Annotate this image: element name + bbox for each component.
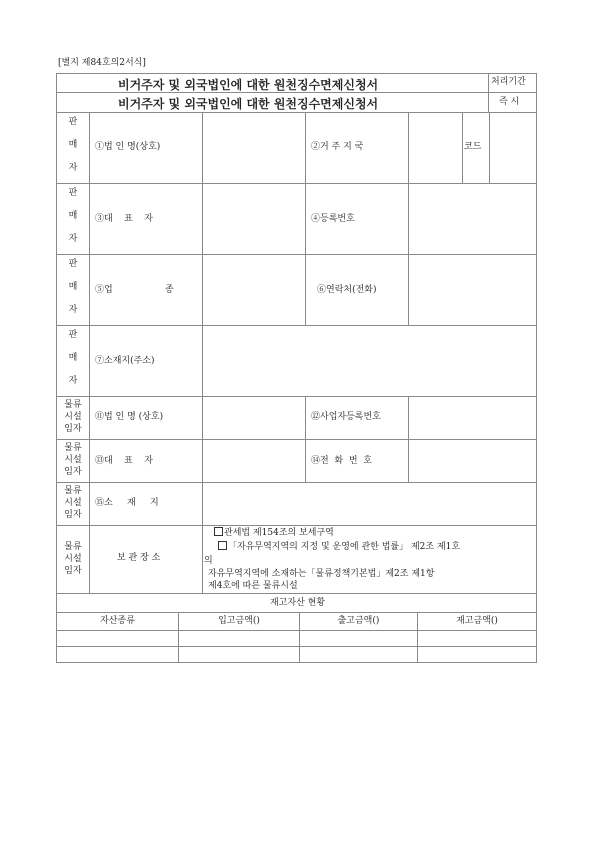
- warehouse-label-line: 물류: [64, 486, 82, 496]
- warehouse-label-4: [58, 541, 88, 577]
- field-label-phone-number: ⑭전 화 번 호: [311, 456, 372, 466]
- processing-period-label: 처리기간: [491, 77, 526, 87]
- table-row[interactable]: [57, 647, 536, 662]
- warehouse-label-line: 시설: [64, 498, 82, 508]
- seller-label-2: [58, 185, 88, 244]
- seller-label-1: [58, 114, 88, 173]
- inventory-header-asset-type: 자산종류: [100, 616, 135, 626]
- warehouse-label-line: 시설: [64, 554, 82, 564]
- warehouse-label-line: 물류: [64, 400, 82, 410]
- warehouse-label-line: 임자: [64, 510, 82, 520]
- form-title-line2: 비거주자 및 외국법인에 대한 원천징수면제신청서: [118, 97, 379, 111]
- field-input-residence-country[interactable]: [409, 113, 461, 182]
- checkbox[interactable]: [214, 527, 223, 536]
- seller-label-char: 매: [68, 140, 78, 150]
- field-input-company-name[interactable]: [203, 113, 304, 182]
- field-input-business-registration-number[interactable]: [409, 397, 535, 438]
- storage-option-text: 제4호에 따른 물류시설: [208, 581, 298, 591]
- field-label-operator-company-name: ⑪법 인 명 (상호): [95, 412, 164, 422]
- field-label-business-registration-number: ⑫사업자등록번호: [311, 412, 381, 422]
- form-ref: [별지 제84호의2서식]: [58, 58, 146, 68]
- seller-label-char: 자: [68, 376, 78, 386]
- seller-label-char: 판: [68, 188, 78, 198]
- form-title-line1: 비거주자 및 외국법인에 대한 원천징수면제신청서: [118, 78, 379, 92]
- warehouse-label-line: 임자: [64, 467, 82, 477]
- field-label-contact: ⑥연락처(전화): [317, 285, 377, 295]
- seller-label-char: 매: [68, 282, 78, 292]
- storage-option-free-trade-zone[interactable]: [218, 541, 460, 553]
- table-row[interactable]: [57, 631, 536, 646]
- field-label-residence-country: ②거 주 지 국: [311, 142, 364, 152]
- field-input-code[interactable]: [490, 113, 535, 182]
- processing-period-value: 즉 시: [499, 97, 520, 107]
- seller-label-char: 판: [68, 259, 78, 269]
- storage-option-label: 「자유무역지역의 지정 및 운영에 관한 법률」 제2조 제1호: [228, 542, 461, 552]
- field-input-operator-company-name[interactable]: [203, 397, 304, 438]
- field-label-registration-number: ④등록번호: [311, 214, 355, 224]
- field-input-representative[interactable]: [203, 184, 304, 253]
- seller-label-3: [58, 256, 88, 315]
- seller-label-char: 자: [68, 163, 78, 173]
- warehouse-label-line: 임자: [64, 566, 82, 576]
- storage-option-text: 의: [204, 556, 213, 566]
- seller-label-char: 판: [68, 117, 78, 127]
- field-input-address[interactable]: [203, 326, 535, 395]
- field-input-location[interactable]: [203, 483, 535, 524]
- seller-label-char: 자: [68, 305, 78, 315]
- warehouse-label-1: [58, 399, 88, 435]
- field-label-storage-location: 보 관 장 소: [117, 553, 161, 563]
- field-label-code: 코드: [464, 142, 482, 152]
- field-label-company-name: ①법 인 명(상호): [95, 142, 161, 152]
- warehouse-label-2: [58, 442, 88, 478]
- field-input-phone-number[interactable]: [409, 440, 535, 481]
- field-label-business-type-suffix: 종: [165, 285, 174, 295]
- seller-label-4: [58, 327, 88, 386]
- warehouse-label-line: 물류: [64, 542, 82, 552]
- inventory-title: 재고자산 현황: [269, 598, 326, 608]
- warehouse-label-line: 물류: [64, 443, 82, 453]
- field-input-business-type[interactable]: [203, 255, 304, 324]
- inventory-header-inbound-amount: 입고금액(): [218, 616, 260, 626]
- warehouse-label-line: 시설: [64, 412, 82, 422]
- seller-label-char: 판: [68, 330, 78, 340]
- seller-label-char: 자: [68, 234, 78, 244]
- seller-label-char: 매: [68, 211, 78, 221]
- warehouse-label-line: 임자: [64, 424, 82, 434]
- storage-option-bonded-area[interactable]: [214, 527, 334, 539]
- field-input-operator-representative[interactable]: [203, 440, 304, 481]
- field-label-address: ⑦소재지(주소): [95, 356, 155, 366]
- storage-option-label: 관세법 제154조의 보세구역: [224, 528, 334, 538]
- seller-label-char: 매: [68, 353, 78, 363]
- field-label-business-type: ⑤업: [95, 285, 113, 295]
- warehouse-label-line: 시설: [64, 455, 82, 465]
- field-input-registration-number[interactable]: [409, 184, 535, 253]
- storage-option-text: 자유무역지역에 소재하는「물류정책기본법」제2조 제1항: [208, 569, 435, 579]
- field-label-representative: ③대 표 자: [95, 214, 153, 224]
- field-label-location: ⑮소 재 지: [95, 498, 159, 508]
- warehouse-label-3: [58, 485, 88, 521]
- field-input-contact[interactable]: [409, 255, 535, 324]
- inventory-header-outbound-amount: 출고금액(): [337, 616, 380, 626]
- checkbox[interactable]: [218, 541, 227, 550]
- inventory-header-stock-amount: 재고금액(): [456, 616, 498, 626]
- field-label-operator-representative: ⑬대 표 자: [95, 456, 153, 466]
